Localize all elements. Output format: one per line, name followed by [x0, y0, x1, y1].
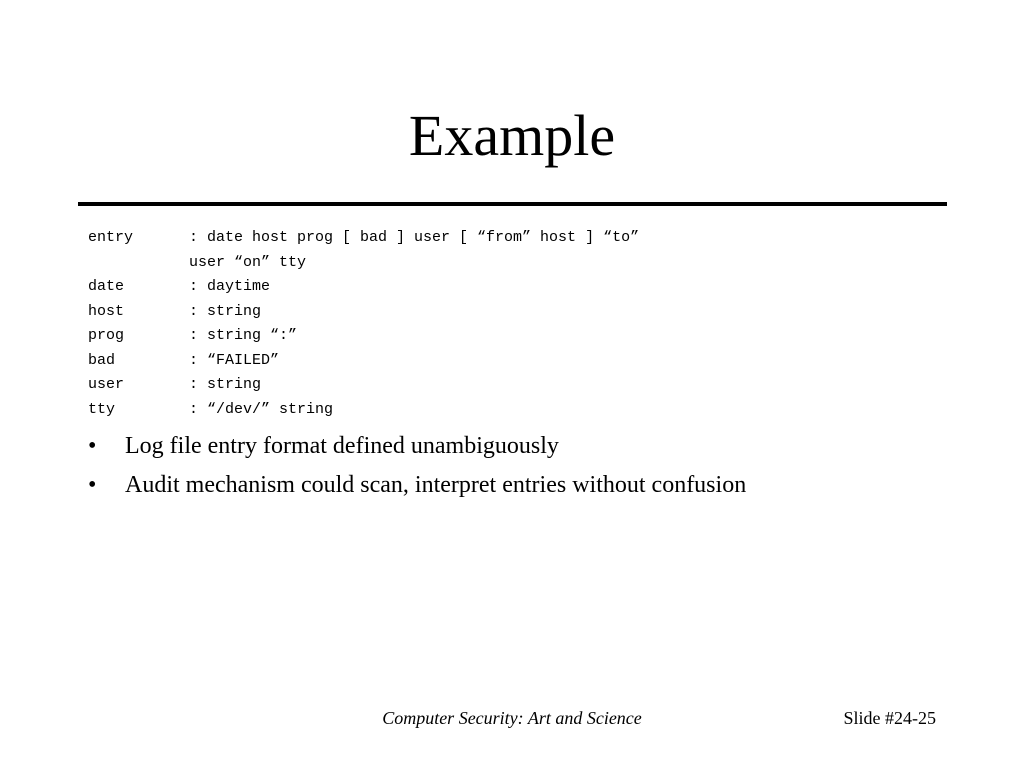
list-item — [88, 466, 746, 505]
bullet-list — [88, 427, 746, 505]
grammar-term: entry — [88, 229, 134, 246]
grammar-definition: : date host prog [ bad ] user [ “from” host ] “to” — [189, 229, 640, 246]
grammar-definition: : “/dev/” string — [189, 400, 334, 418]
bullet-icon: • — [88, 472, 97, 498]
list-item — [88, 427, 746, 466]
bullet-text: Audit mechanism could scan, interpret entries without confusion — [125, 472, 747, 498]
grammar-line — [88, 300, 262, 325]
grammar-definition: : daytime — [189, 278, 271, 295]
bullet-icon: • — [88, 433, 97, 459]
grammar-term: user — [88, 376, 125, 393]
grammar-block — [88, 226, 640, 422]
grammar-term: host — [88, 302, 125, 320]
grammar-definition: : string “:” — [189, 327, 298, 344]
grammar-line — [88, 275, 271, 300]
grammar-definition: : string — [189, 376, 262, 393]
grammar-definition: : string — [189, 302, 262, 320]
grammar-term: prog — [88, 327, 125, 344]
slide-title: Example — [408, 103, 616, 168]
grammar-line — [88, 349, 280, 374]
grammar-term: bad — [88, 351, 116, 369]
footer-course-title: Computer Security: Art and Science — [382, 708, 642, 728]
grammar-line — [88, 324, 298, 349]
grammar-line — [88, 226, 640, 251]
grammar-line — [88, 373, 262, 398]
grammar-definition: : “FAILED” — [189, 351, 280, 369]
grammar-term: date — [88, 278, 125, 295]
footer-slide-number: Slide #24-25 — [843, 708, 936, 728]
grammar-line — [88, 398, 334, 423]
title-divider — [78, 202, 947, 206]
grammar-definition: user “on” tty — [189, 253, 307, 271]
bullet-text: Log file entry format defined unambiguously — [125, 433, 559, 459]
grammar-term: tty — [88, 400, 116, 418]
grammar-line — [88, 251, 307, 276]
